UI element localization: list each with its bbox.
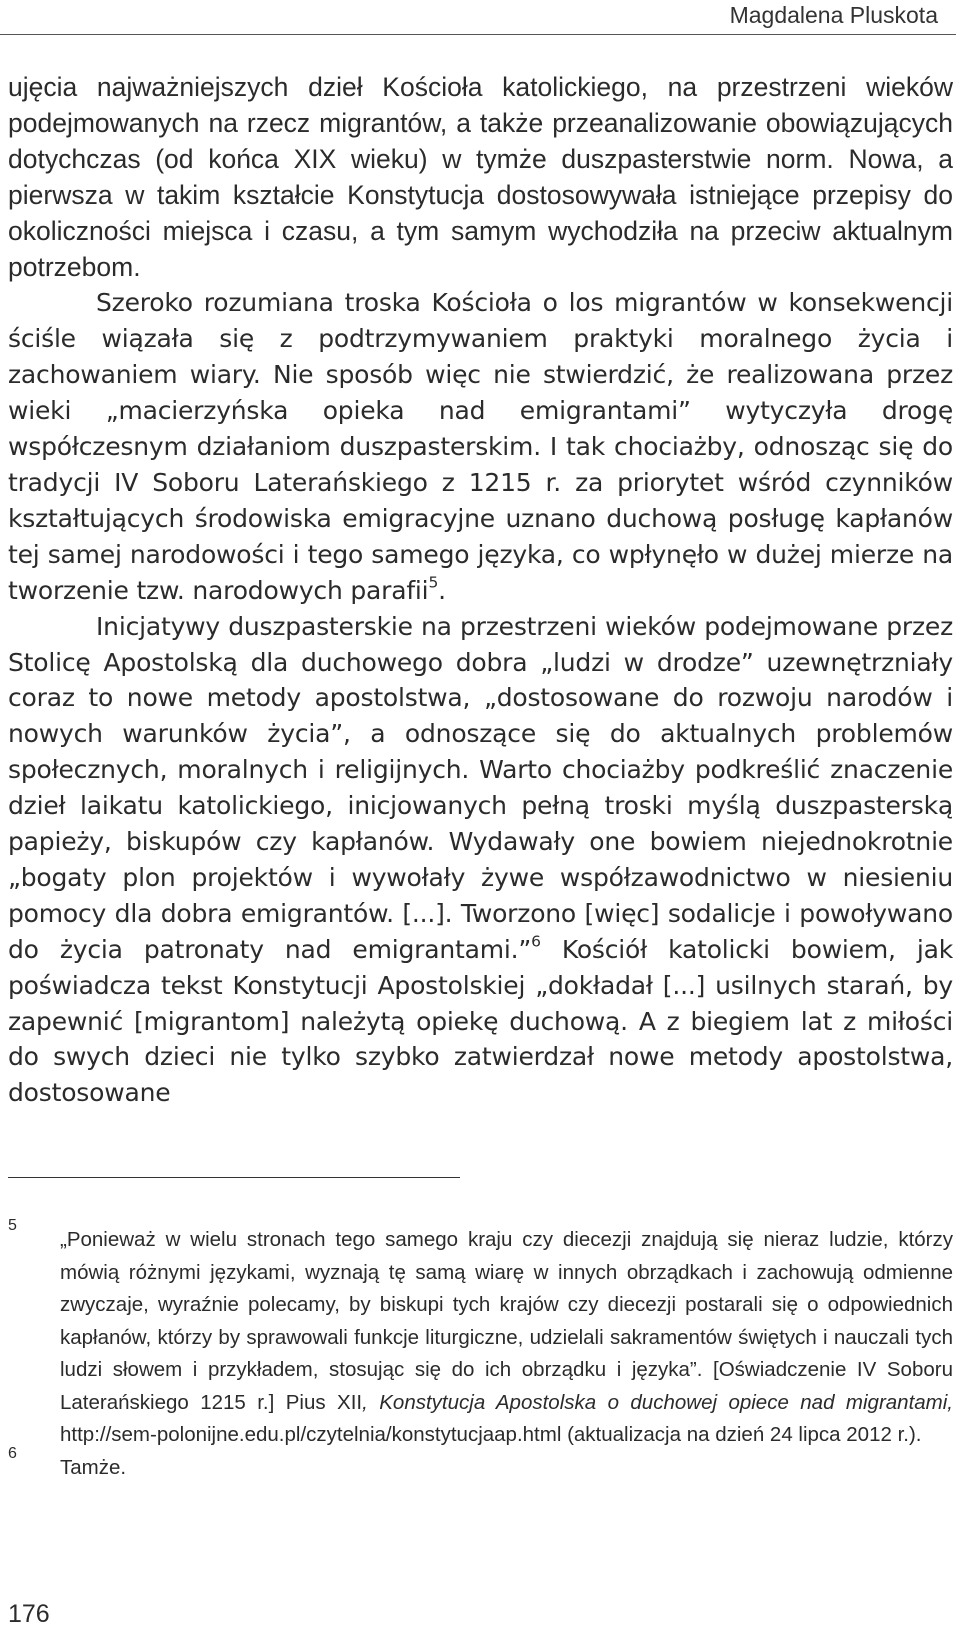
page-number: 176 (8, 1600, 50, 1628)
paragraph-3 (8, 609, 953, 1112)
paragraph-3-text: Inicjatywy duszpasterskie na przestrzeni wieków podejmowane przez Stolicę Apostolską dla duchowego dobra „ludzi w drodze” uzewnętrzniały coraz to nowe metody apostolstwa, „dostosowane do rozwoju narodów i nowych warunków życia”, a odnoszące się do aktualnych problemów społecznych, moralnych i religijnych. Warto chociażby podkreślić znaczenie dzieł laikatu katolickiego, inicjowanych pełną troski myślą duszpasterską papieży, biskupów czy kapłanów. Wydawały one bowiem niejednokrotnie „bogaty plon projektów i wywołały żywe współzawodnictwo w niesieniu pomocy dla dobra emigrantów. [...]. Tworzono [więc] sodalicje i powoływano do życia patronaty nad emigrantami.” (8, 611, 953, 964)
body-text (8, 70, 953, 1111)
footnote-text-start: „Ponieważ w wielu stronach tego samego kraju czy diecezji znajdują się nieraz ludzie, którzy mówią różnymi językami, wyznają tę samą wiarę w innych obrządkach i zachowują odmienne zwyczaje, wyraźnie polecamy, by biskupi tych krajów czy diecezji postarali się o odpowiednich kapłanów, którzy by sprawowali funkcje liturgiczne, udzielali sakramentów świętych i nauczali tych ludzi słowem i przykładem, stosując się do ich obrządku i języka”. [Oświadczenie IV Soboru Laterańskiego 1215 r.] Pius XII (60, 1228, 953, 1414)
footnote-ref-6[interactable]: 6 (531, 932, 541, 951)
footnote-5 (8, 1217, 953, 1452)
paragraph-2-end: . (438, 575, 446, 605)
paragraph-2 (8, 285, 953, 608)
footnote-text: Tamże. (60, 1455, 127, 1479)
running-head: Magdalena Pluskota (729, 2, 938, 28)
footnote-title-italic: , Konstytucja Apostolska o duchowej opiece nad migrantami, (362, 1390, 953, 1414)
footnotes (8, 1217, 953, 1484)
paragraph-1: ujęcia najważniejszych dzieł Kościoła katolickiego, na przestrzeni wieków podejmowanych na rzecz migrantów, a także przeanalizowanie obowiązujących dotychczas (od końca XIX wieku) w tymże duszpasterstwie norm. Nowa, a pierwsza w takim kształcie Konstytucja dostosowywała istniejące przepisy do okoliczności miejsca i czasu, a tym samym wychodziła na przeciw aktualnym potrzebom. (8, 72, 953, 282)
paragraph-2-text: Szeroko rozumiana troska Kościoła o los migrantów w konsekwencji ściśle wiązała się z podtrzymywaniem praktyki moralnego życia i zachowaniem wiary. Nie sposób więc nie stwierdzić, że realizowana przez wieki „macierzyńska opieka nad emigrantami” wytyczyła drogę współczesnym działaniom duszpasterskim. I tak chociażby, odnosząc się do tradycji IV Soboru Laterańskiego z 1215 r. za priorytet wśród czynników kształtujących środowiska emigracyjne uznano duchową posługę kapłanów tej samej narodowości i tego samego języka, co wpłynęło w dużej mierze na tworzenie tzw. narodowych parafii (8, 288, 953, 605)
footnote-separator (8, 1177, 460, 1178)
footnote-text (60, 1228, 953, 1446)
paragraph-3-end: Kościół katolicki bowiem, jak poświadcza tekst Konstytucji Apostolskiej „dokładał [...] usilnych starań, by zapewnić [migrantom] należytą opiekę duchową. A z biegiem lat z miłości do swych dzieci nie tylko szybko zatwierdzał nowe metody apostolstwa, dostosowane (8, 934, 953, 1108)
footnote-number: 5 (8, 1217, 17, 1234)
page-header (0, 0, 956, 35)
footnote-6 (8, 1444, 953, 1485)
footnote-ref-5[interactable]: 5 (428, 573, 439, 592)
footnote-number: 6 (8, 1444, 17, 1462)
footnote-link-text[interactable]: http://sem-polonijne.edu.pl/czytelnia/konstytucjaap.html (aktualizacja na dzień 24 lipca 2012 r.). (60, 1423, 922, 1446)
